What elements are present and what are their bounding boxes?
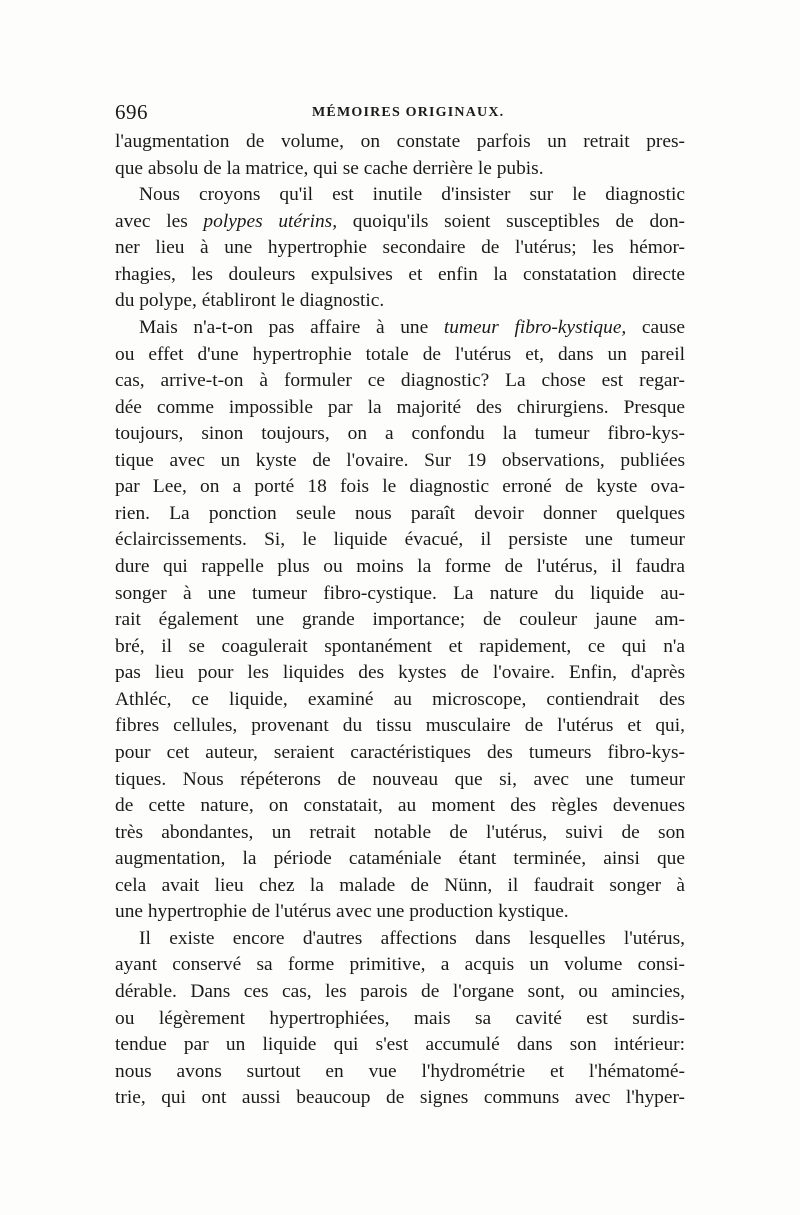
running-head: MÉMOIRES ORIGINAUX.	[312, 105, 505, 120]
text-line: cela avait lieu chez la malade de Nünn, il faudrait songer à	[115, 874, 685, 896]
text-line: l'augmentation de volume, on constate parfois un retrait pres-	[115, 131, 685, 152]
text-line	[115, 209, 685, 236]
text-line: rien. La ponction seule nous paraît devoir donner quelques	[115, 502, 685, 524]
text-line: dure qui rappelle plus ou moins la forme de l'utérus, il faudra	[115, 556, 685, 577]
text-segment: avec les	[115, 210, 204, 232]
text-line: ou légèrement hypertrophiées, mais sa cavité est surdis-	[115, 1007, 685, 1029]
text-line: de cette nature, on constatait, au moment des règles devenues	[115, 795, 685, 817]
text-segment: quoiqu'ils soient susceptibles de don-	[337, 210, 685, 232]
text-line: pour cet auteur, seraient caractéristiques des tumeurs fibro-kys-	[115, 741, 685, 763]
text-line: très abondantes, un retrait notable de l'utérus, suivi de son	[115, 821, 685, 843]
text-line: trie, qui ont aussi beaucoup de signes communs avec l'hyper-	[115, 1087, 685, 1109]
text-line: par Lee, on a porté 18 fois le diagnostic erroné de kyste ova-	[115, 476, 685, 498]
text-segment: cause	[626, 316, 685, 338]
text-line: que absolu de la matrice, qui se cache derrière le pubis.	[115, 157, 544, 179]
text-line: ner lieu à une hypertrophie secondaire de l'utérus; les hémor-	[115, 237, 685, 259]
text-line: augmentation, la période cataméniale étant terminée, ainsi que	[115, 848, 685, 870]
text-line: songer à une tumeur fibro-cystique. La nature du liquide au-	[115, 582, 685, 604]
text-line: Athléc, ce liquide, examiné au microscope, contiendrait des	[115, 688, 685, 710]
text-line: nous avons surtout en vue l'hydrométrie et l'hématomé-	[115, 1060, 685, 1082]
text-segment: Mais n'a-t-on pas affaire à une	[139, 316, 444, 338]
page-header	[115, 100, 685, 128]
text-line: tendue par un liquide qui s'est accumulé dans son intérieur:	[115, 1034, 685, 1056]
italic-phrase: tumeur fibro-kystique,	[443, 316, 627, 338]
text-line: dée comme impossible par la majorité des chirurgiens. Presque	[115, 396, 685, 418]
text-line: tique avec un kyste de l'ovaire. Sur 19 observations, publiées	[115, 449, 685, 471]
text-line	[115, 315, 685, 342]
text-line: du polype, établiront le diagnostic.	[115, 290, 385, 312]
text-line: fibres cellules, provenant du tissu musculaire de l'utérus et qui,	[115, 715, 685, 737]
text-line: bré, il se coagulerait spontanément et rapidement, ce qui n'a	[115, 635, 685, 657]
text-line: cas, arrive-t-on à formuler ce diagnostic? La chose est regar-	[115, 370, 685, 392]
text-line: Nous croyons qu'il est inutile d'insister sur le diagnostic	[139, 184, 685, 206]
text-line: dérable. Dans ces cas, les parois de l'organe sont, ou amincies,	[115, 981, 685, 1002]
body-text	[115, 129, 685, 1112]
text-line: une hypertrophie de l'utérus avec une production kystique.	[115, 901, 569, 923]
text-line: rait également une grande importance; de couleur jaune am-	[115, 609, 685, 631]
text-line: éclaircissements. Si, le liquide évacué, il persiste une tumeur	[115, 529, 685, 551]
text-line: Il existe encore d'autres affections dans lesquelles l'utérus,	[139, 927, 685, 949]
text-line: toujours, sinon toujours, on a confondu la tumeur fibro-kys-	[115, 423, 685, 445]
page-number: 696	[115, 100, 148, 124]
text-line: rhagies, les douleurs expulsives et enfin la constatation directe	[115, 263, 685, 285]
text-line: tiques. Nous répéterons de nouveau que si, avec une tumeur	[115, 768, 685, 790]
text-line: ayant conservé sa forme primitive, a acquis un volume consi-	[115, 954, 685, 976]
text-line: ou effet d'une hypertrophie totale de l'utérus et, dans un pareil	[115, 343, 685, 365]
italic-phrase: polypes utérins,	[203, 210, 338, 232]
text-line: pas lieu pour les liquides des kystes de l'ovaire. Enfin, d'après	[115, 662, 685, 684]
